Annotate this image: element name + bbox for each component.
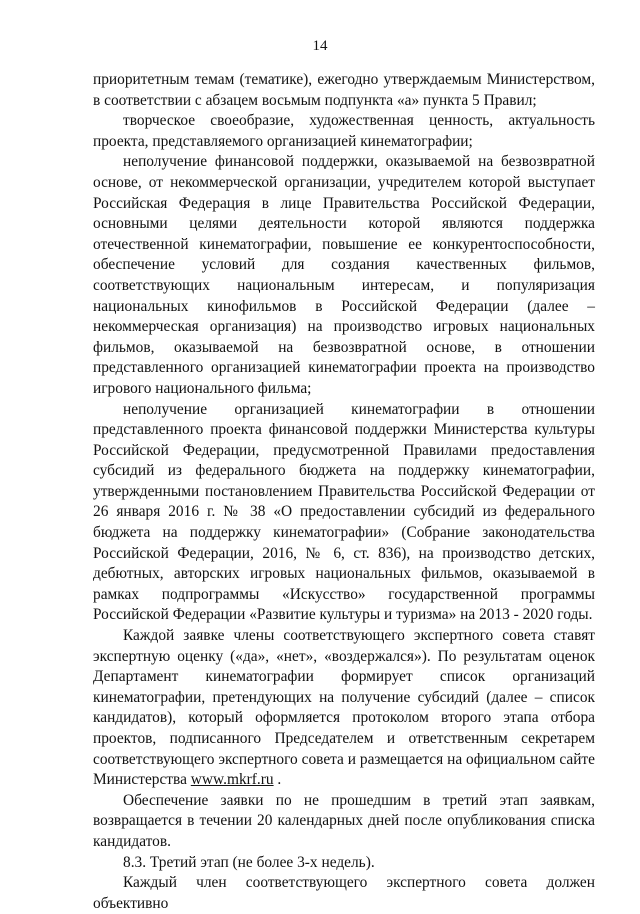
paragraph-priority-topics: приоритетным темам (тематике), ежегодно утверждаемым Министерством, в соответствии с абзацем восьмым подпункта «а» пункта 5 Правил;	[93, 71, 595, 109]
paragraph-expert-evaluation-text: Каждой заявке члены соответствующего экспертного совета ставят экспертную оценку («да», «нет», «воздержался»). По результатам оценок Департамент кинематографии формирует список организаций кинематографии, претендующих на получение субсидий (далее – список кандидатов), который оформляется протоколом второго этапа отбора проектов, подписанного Председателем и ответственным секретарем соответствующего экспертного совета и размещается на официальном сайте Министерства	[93, 627, 595, 789]
paragraph-expert-evaluation	[93, 626, 595, 791]
paragraph-application-security: Обеспечение заявки по не прошедшим в третий этап заявкам, возвращается в течении 20 календарных дней после опубликования списка кандидатов.	[93, 791, 595, 850]
section-heading-third-stage: 8.3. Третий этап (не более 3-х недель).	[123, 853, 375, 871]
page-number: 14	[312, 38, 328, 54]
paragraph-nonprofit-support: неполучение финансовой поддержки, оказываемой на безвозвратной основе, от некоммерческой организации, учредителем которой выступает Российская Федерация в лице Правительства Российской Федерации, основными целями деятельности которой являются поддержка отечественной кинематографии, повышение ее конкурентоспособности, обеспечение условий для создания качественных фильмов, соответствующих национальным интересам, и популяризация национальных кинофильмов в Российской Федерации (далее – некоммерческая организация) на производство игровых национальных фильмов, оказываемой на безвозвратной основе, в отношении представленного организацией кинематографии проекта на производство игрового национального фильма;	[93, 153, 595, 397]
paragraph-creative-originality: творческое своеобразие, художественная ценность, актуальность проекта, представляемого организацией кинематографии;	[93, 112, 595, 150]
paragraph-ministry-support: неполучение организацией кинематографии в отношении представленного проекта финансовой поддержки Министерства культуры Российской Федерации, предусмотренной Правилами предоставления субсидий из федерального бюджета на поддержку кинематографии, утвержденными постановлением Правительства Российской Федерации от 26 января 2016 г. № 38 «О предоставлении субсидий из федерального бюджета на поддержку кинематографии» (Собрание законодательства Российской Федерации, 2016, № 6, ст. 836), на производство детских, дебютных, авторских игровых национальных фильмов, оказываемой в рамках подпрограммы «Искусство» государственной программы Российской Федерации «Развитие культуры и туризма» на 2013 - 2020 годы.	[93, 400, 595, 624]
ministry-website-link[interactable]: www.mkrf.ru	[190, 771, 274, 789]
paragraph-expert-evaluation-tail: .	[273, 771, 282, 789]
paragraph-expert-member: Каждый член соответствующего экспертного совета должен объективно	[93, 874, 595, 912]
document-body	[93, 70, 595, 914]
